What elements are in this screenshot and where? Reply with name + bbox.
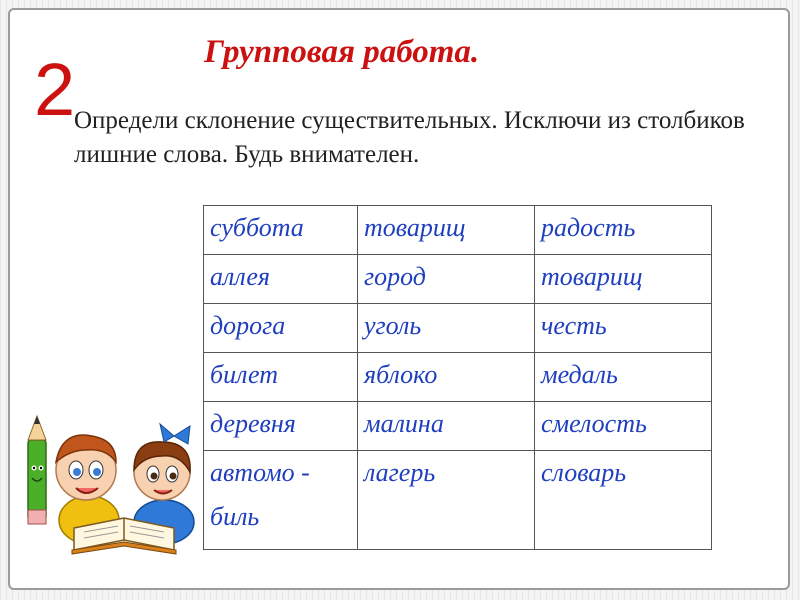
table-cell: словарь	[535, 451, 712, 550]
table-cell: смелость	[535, 402, 712, 451]
table-row	[204, 255, 712, 304]
table-cell: малина	[358, 402, 535, 451]
table-row	[204, 206, 712, 255]
table-cell: автомо - биль	[204, 451, 358, 550]
task-instructions: Определи склонение существительных. Исключи из столбиков лишние слова. Будь внимателен.	[74, 107, 745, 168]
pencil-icon	[28, 416, 46, 524]
table-cell: дорога	[204, 304, 358, 353]
table-cell: товарищ	[358, 206, 535, 255]
table-row	[204, 353, 712, 402]
table-row	[204, 402, 712, 451]
table-cell: деревня	[204, 402, 358, 451]
table-cell: суббота	[204, 206, 358, 255]
slide-title: Групповая работа.	[204, 34, 480, 70]
table-row	[204, 451, 712, 550]
table-cell: лагерь	[358, 451, 535, 550]
table-cell: яблоко	[358, 353, 535, 402]
table-cell: медаль	[535, 353, 712, 402]
table-cell: честь	[535, 304, 712, 353]
table-cell: уголь	[358, 304, 535, 353]
task-number: 2	[34, 48, 76, 131]
table-cell: аллея	[204, 255, 358, 304]
table-cell: билет	[204, 353, 358, 402]
table-cell: город	[358, 255, 535, 304]
word-table	[203, 205, 712, 550]
table-cell: товарищ	[535, 255, 712, 304]
children-reading-clipart	[14, 400, 214, 560]
table-cell: радость	[535, 206, 712, 255]
table-row	[204, 304, 712, 353]
